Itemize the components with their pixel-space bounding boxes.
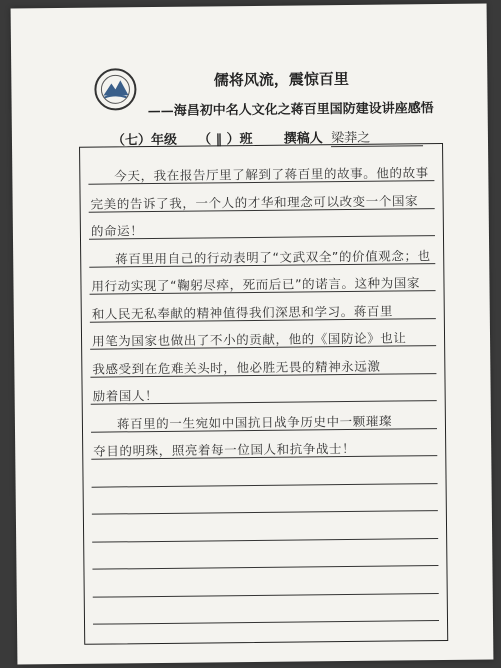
ruled-line xyxy=(92,565,438,570)
essay-text-line xyxy=(93,466,439,470)
essay-text-line: 的命运！ xyxy=(90,223,144,239)
essay-text-line xyxy=(95,603,441,607)
essay-title: 儒将风流，震惊百里 xyxy=(213,69,349,90)
ruled-line xyxy=(92,510,438,515)
essay-text-line: 完美的告诉了我，一个人的才华和理念可以改变一个国家 xyxy=(90,192,419,212)
author-name: 梁莽之 xyxy=(331,130,371,147)
essay-subtitle: ——海昌初中名人文化之蒋百里国防建设讲座感悟 xyxy=(147,101,434,120)
essay-text-line: 蒋百里用自己的行动表明了“文武双全”的价值观念；也 xyxy=(115,247,431,266)
essay-text-line: 励着国人！ xyxy=(92,387,159,404)
essay-text-line xyxy=(94,548,440,552)
essay-text-line xyxy=(94,493,440,497)
class-label: （ ‖ ）班 xyxy=(197,131,253,148)
essay-paper xyxy=(11,4,494,665)
essay-text-line: 用行动实现了“鞠躬尽瘁，死而后已”的诺言。这种为国家 xyxy=(91,275,421,294)
essay-text-line: 夺目的明珠，照亮着每一位国人和抗争战士！ xyxy=(93,440,356,459)
ruled-line xyxy=(92,538,438,543)
ruled-line xyxy=(92,483,438,488)
essay-text-line: 我感受到在危难关头时，他必胜无畏的精神永远激 xyxy=(92,358,381,377)
essay-text-line xyxy=(95,576,441,580)
essay-text-line: 蒋百里的一生宛如中国抗日战争历史中一颗璀璨 xyxy=(116,413,393,431)
essay-text-line xyxy=(94,521,440,525)
essay-text-line: 用笔为国家也做出了不小的贡献，他的《国防论》也让 xyxy=(91,330,407,349)
grade-label: （七）年级 xyxy=(111,132,178,149)
author-label: 撰稿人 xyxy=(283,131,323,147)
ruled-line xyxy=(93,620,439,625)
writing-box xyxy=(79,143,448,645)
essay-text-line: 和人民无私奉献的精神值得我们深思和学习。蒋百里 xyxy=(91,303,394,322)
school-seal-logo-icon xyxy=(93,67,137,111)
essay-text-line: 今天，我在报告厅里了解到了蒋百里的故事。他的故事 xyxy=(114,165,429,184)
ruled-line xyxy=(93,593,439,598)
